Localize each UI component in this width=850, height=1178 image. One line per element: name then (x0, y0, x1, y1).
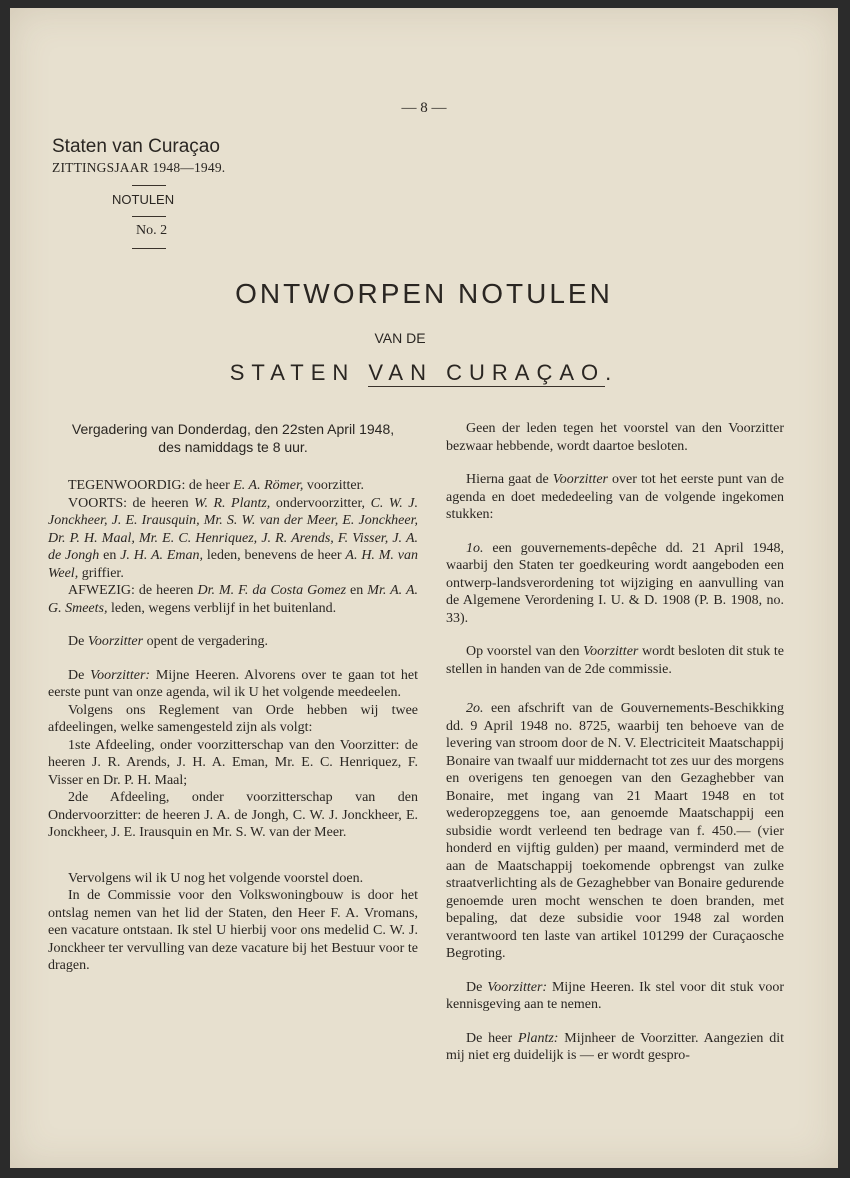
paragraph-agenda: Hierna gaat de Voorzitter over tot het eerste punt van de agenda en doet mededeeling van de volgende ingekomen stukken: (446, 472, 784, 522)
paragraph-department-1: 1ste Afdeeling, onder voorzitterschap van den Voorzitter: de heeren J. R. Arends, J. H. A. Eman, Mr. E. C. Henriquez, F. Visser en Dr. P. H. Maal; (48, 737, 418, 788)
paragraph-proposal: Vervolgens wil ik U nog het volgende voorstel doen. (68, 870, 364, 886)
paragraph-plantz: De heer Plantz: Mijnheer de Voorzitter. Aangezien dit mij niet erg duidelijk is — er wordt gespro- (446, 1030, 784, 1063)
paragraph-referral: Op voorstel van den Voorzitter wordt besloten dit stuk te stellen in handen van de 2de commissie. (446, 644, 784, 677)
meeting-heading-line1: Vergadering van Donderdag, den 22sten April 1948, (71, 421, 395, 437)
header-divider (132, 216, 166, 217)
meeting-heading (48, 420, 418, 456)
header-title: Staten van Curaçao (52, 136, 220, 157)
header-divider (132, 248, 166, 249)
document-subtitle: VAN DE (374, 330, 426, 346)
attendance-also: VOORTS: de heeren W. R. Plantz, ondervoorzitter, C. W. J. Jonckheer, J. E. Irausquin, Mr. S. W. van der Meer, E. Jonckheer, Dr. P. H. Maal, Mr. E. C. Henriquez, J. R. Arends, F. Visser, J. A. de Jongh en J. H. A. Eman, leden, benevens de heer A. H. M. van Weel, griffier. (48, 495, 418, 581)
title-staten-post: . (605, 360, 619, 385)
header-divider (132, 185, 166, 186)
document-page (10, 8, 838, 1168)
page-number: — 8 — (401, 100, 447, 116)
header-notulen: NOTULEN (112, 192, 175, 207)
agenda-item-1: 1o. een gouvernements-depêche dd. 21 April 1948, waarbij den Staten ter goedkeuring wordt aangeboden een ontwerp-landsverordening tot wijziging en aanvulling van de Algemene Verordening I. U. & D. 1908 (P. B. 1908, no. 33). (446, 540, 784, 626)
paragraph-chair-announcement: De Voorzitter: Mijne Heeren. Alvorens over te gaan tot het eerste punt van onze agenda, wil ik U het volgende meedeelen. (48, 667, 418, 700)
paragraph-committee-vacancy: In de Commissie voor den Volkswoningbouw is door het ontslag nemen van het lid der Staten, den Heer F. A. Vromans, een vacature ontstaan. Ik stel U hierbij voor ons medelid C. W. J. Jonckheer ter vervulling van deze vacature bij het Bestuur voor te dragen. (48, 888, 418, 973)
session-year: ZITTINGSJAAR 1948—1949. (52, 160, 226, 175)
title-staten-pre: STATEN (229, 360, 369, 385)
paragraph-acknowledgement: De Voorzitter: Mijne Heeren. Ik stel voor dit stuk voor kennisgeving aan te nemen. (446, 979, 784, 1012)
title-staten-underlined: VAN CURAÇAO (368, 360, 606, 385)
paragraph-regulations: Volgens ons Reglement van Orde hebben wij twee afdeelingen, welke samengesteld zijn als volgt: (48, 702, 418, 735)
paragraph-decision: Geen der leden tegen het voorstel van den Voorzitter bezwaar hebbende, wordt daartoe besloten. (446, 421, 784, 454)
agenda-item-2: 2o. een afschrift van de Gouvernements-Beschikking dd. 9 April 1948 no. 8725, waarbij ten behoeve van de levering van stroom door de N. V. Electriciteit Maatschappij Bonaire van twaalf uur middernacht tot zes uur des morgens en overigens ten genoegen van den Gezaghebber van Bonaire, met ingang van 21 Maart 1948 en tot wederopzeggens toe, aan genoemde Maatschappij een subsidie wordt verleend ten bedrage van f. 450.— (vier honderd en vijftig gulden) per maand, verminderd met de aan de Maatschappij toekomende opbrengst van zulke straatverlichting als de Gezaghebber van Bonaire gedurende genoemde uren mocht wenschen te doen branden, met bepaling, dat deze subsidie voor 1948 zal worden verantwoord ten laste van artikel 101299 der Curaçaosche Begroting. (446, 701, 784, 961)
document-header (52, 136, 312, 249)
header-number: No. 2 (136, 223, 168, 238)
right-column (446, 420, 784, 1065)
document-title-staten (10, 360, 838, 386)
attendance-present: TEGENWOORDIG: de heer E. A. Römer, voorzitter. (68, 478, 365, 493)
paragraph-opening: De Voorzitter opent de vergadering. (68, 634, 268, 649)
paragraph-department-2: 2de Afdeeling, onder voorzitterschap van den Ondervoorzitter: de heeren J. A. de Jongh, C. W. J. Jonckheer, E. Jonckheer, J. E. Irausquin en Mr. S. W. van der Meer. (48, 790, 418, 840)
attendance-absent: AFWEZIG: de heeren Dr. M. F. da Costa Gomez en Mr. A. A. G. Smeets, leden, wegens verblijf in het buitenland. (48, 583, 418, 616)
meeting-heading-line2: des namiddags te 8 uur. (158, 439, 308, 455)
document-title: ONTWORPEN NOTULEN (235, 278, 613, 309)
left-column (48, 420, 418, 975)
